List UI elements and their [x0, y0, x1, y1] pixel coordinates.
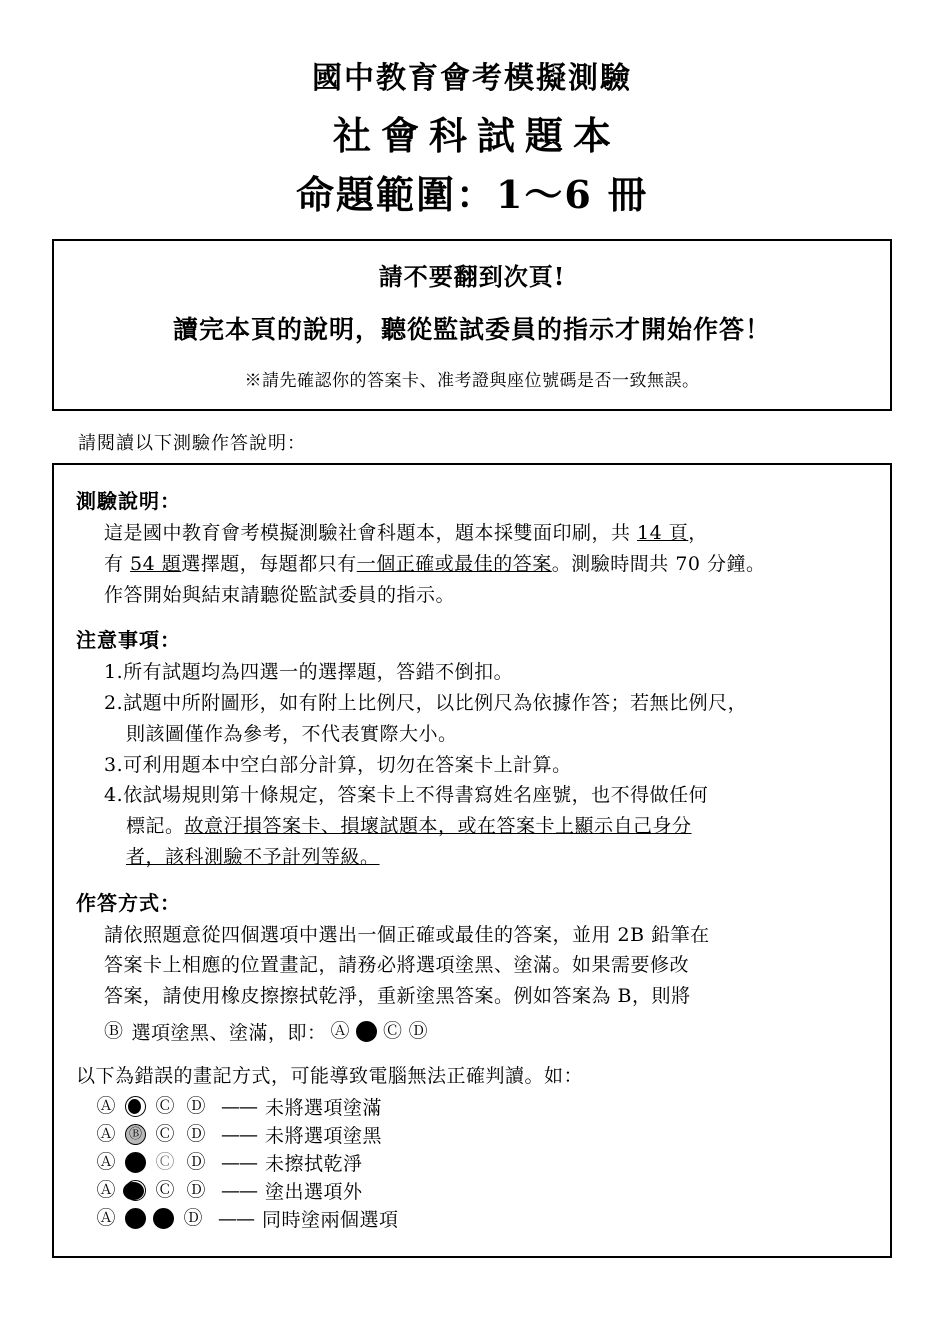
test-desc-text-c: 有: [104, 552, 131, 575]
note-item-4-underline-1: 故意汙損答案卡、損壞試題本，或在答案卡上顯示自己身分: [184, 815, 692, 838]
test-desc-page-count: 14 頁: [637, 522, 689, 544]
bubble-B-filled-example: [356, 1021, 377, 1042]
bubble-A: Ⓐ: [94, 1209, 118, 1228]
answer-example-text: 選項塗黑、塗滿，即：: [131, 1021, 327, 1044]
bubble-D: Ⓓ: [181, 1209, 205, 1228]
instruction-box: [52, 463, 892, 1258]
wrong-marking-label-2: 未將選項塗黑: [265, 1125, 383, 1148]
row-dash-icon: ——: [221, 1095, 257, 1118]
answer-method-line-2: 答案卡上相應的位置畫記，請務必將選項塗黑、塗滿。如果需要修改: [104, 954, 690, 977]
bubble-C: Ⓒ: [153, 1097, 177, 1116]
notice-box: [52, 239, 892, 411]
bubble-D-example: Ⓓ: [408, 1019, 429, 1042]
wrong-marking-list: [94, 1094, 868, 1232]
wrong-marking-label-5: 同時塗兩個選項: [262, 1209, 399, 1232]
wrong-marking-row-2: [94, 1122, 868, 1148]
bubble-C: Ⓒ: [153, 1125, 177, 1144]
notice-read-before-start: 讀完本頁的說明，聽從監試委員的指示才開始作答！: [172, 315, 771, 344]
wrong-marking-row-4: [94, 1178, 868, 1204]
note-item-4: 4.依試場規則第十條規定，答案卡上不得書寫姓名座號，也不得做任何: [104, 784, 709, 807]
exam-title-line-2: 社會科試題本: [332, 113, 621, 158]
wrong-marking-row-5: [94, 1206, 868, 1232]
wrong-marking-row-1: [94, 1094, 868, 1120]
answer-example-row: [104, 1018, 868, 1045]
bubble-D: Ⓓ: [184, 1125, 208, 1144]
wrong-marking-label-3: 未擦拭乾淨: [265, 1153, 363, 1176]
section-heading-test-description: 測驗說明：: [76, 489, 181, 513]
test-desc-text-b: ，: [688, 522, 708, 544]
test-desc-text-a: 這是國中教育會考模擬測驗社會科題本，題本採雙面印刷，共: [104, 522, 638, 544]
notice-confirm-card: ※請先確認你的答案卡、准考證與座位號碼是否一致無誤。: [244, 371, 700, 391]
bubble-D: Ⓓ: [184, 1153, 208, 1172]
bubble-A: Ⓐ: [94, 1153, 118, 1172]
row-dash-icon: ——: [221, 1179, 257, 1202]
exam-title-line-3: 命題範圍：1～6 冊: [295, 172, 649, 217]
note-item-4-underline-2: 者，該科測驗不予計列等級。: [126, 845, 380, 868]
wrong-marking-label-1: 未將選項塗滿: [265, 1097, 383, 1120]
section-heading-answer-method: 作答方式：: [76, 890, 181, 915]
bubble-A: Ⓐ: [94, 1125, 118, 1144]
wrong-marking-label-4: 塗出選項外: [265, 1181, 363, 1204]
bubble-B-filled: [125, 1208, 146, 1229]
test-description-paragraph-3: 作答開始與結束請聽從監試委員的指示。: [104, 583, 456, 606]
exam-title-line-1: 國中教育會考模擬測驗: [312, 61, 632, 96]
test-desc-text-d: 選擇題，每題都只有: [181, 552, 357, 575]
row-dash-icon: ——: [218, 1207, 254, 1230]
section-heading-notes: 注意事項：: [76, 628, 181, 653]
bubble-C-example: Ⓒ: [383, 1019, 403, 1042]
note-item-4-line-2: [126, 811, 868, 842]
read-instruction-label: 請閱讀以下測驗作答說明：: [78, 433, 306, 454]
title-block: [52, 56, 892, 223]
test-description-paragraph-2: [104, 549, 868, 580]
note-item-2: [104, 688, 868, 719]
row-dash-icon: ——: [221, 1123, 257, 1146]
wrong-marking-row-3: [94, 1150, 868, 1176]
bubble-B-outline: Ⓑ: [104, 1019, 124, 1042]
bubble-D: Ⓓ: [184, 1097, 208, 1116]
bubble-B-spilled-fill: [125, 1180, 146, 1201]
notice-do-not-turn-page: 請不要翻到次頁!: [378, 262, 566, 291]
bubble-A: Ⓐ: [94, 1097, 118, 1116]
bubble-B-gray-fill: Ⓑ: [125, 1124, 146, 1145]
bubble-C: Ⓒ: [153, 1181, 177, 1200]
test-description-paragraph-1: [104, 518, 868, 549]
note-item-3: 3.可利用題本中空白部分計算，切勿在答案卡上計算。: [104, 753, 572, 776]
wrong-marking-heading: 以下為錯誤的畫記方式，可能導致電腦無法正確判讀。如：: [76, 1064, 584, 1087]
bubble-C-filled: [153, 1208, 174, 1229]
test-desc-question-count: 54 題: [130, 552, 182, 575]
note-item-4-line-3: [126, 842, 868, 873]
row-dash-icon: ——: [221, 1151, 257, 1174]
bubble-B-filled: [125, 1152, 146, 1173]
note-item-2-line-1: 2.試題中所附圖形，如有附上比例尺，以比例尺為依據作答；若無比例尺，: [104, 692, 748, 715]
bubble-A: Ⓐ: [94, 1181, 118, 1200]
bubble-D: Ⓓ: [184, 1181, 208, 1200]
bubble-B-partial-fill: [125, 1096, 146, 1117]
answer-method-line-1: 請依照題意從四個選項中選出一個正確或最佳的答案，並用 2B 鉛筆在: [104, 923, 710, 946]
note-item-1: 1.所有試題均為四選一的選擇題，答錯不倒扣。: [104, 661, 514, 684]
test-desc-text-e: 。測驗時間共 70 分鐘。: [551, 552, 766, 575]
note-item-4-prefix: 標記。: [126, 815, 185, 838]
answer-method-line-3: 答案，請使用橡皮擦擦拭乾淨，重新塗黑答案。例如答案為 B，則將: [104, 985, 691, 1008]
test-desc-single-answer: 一個正確或最佳的答案: [356, 552, 552, 575]
bubble-C-smudged: Ⓒ: [153, 1153, 177, 1172]
note-item-2-line-2: 則該圖僅作為參考，不代表實際大小。: [126, 722, 458, 745]
bubble-A-example: Ⓐ: [330, 1019, 351, 1042]
